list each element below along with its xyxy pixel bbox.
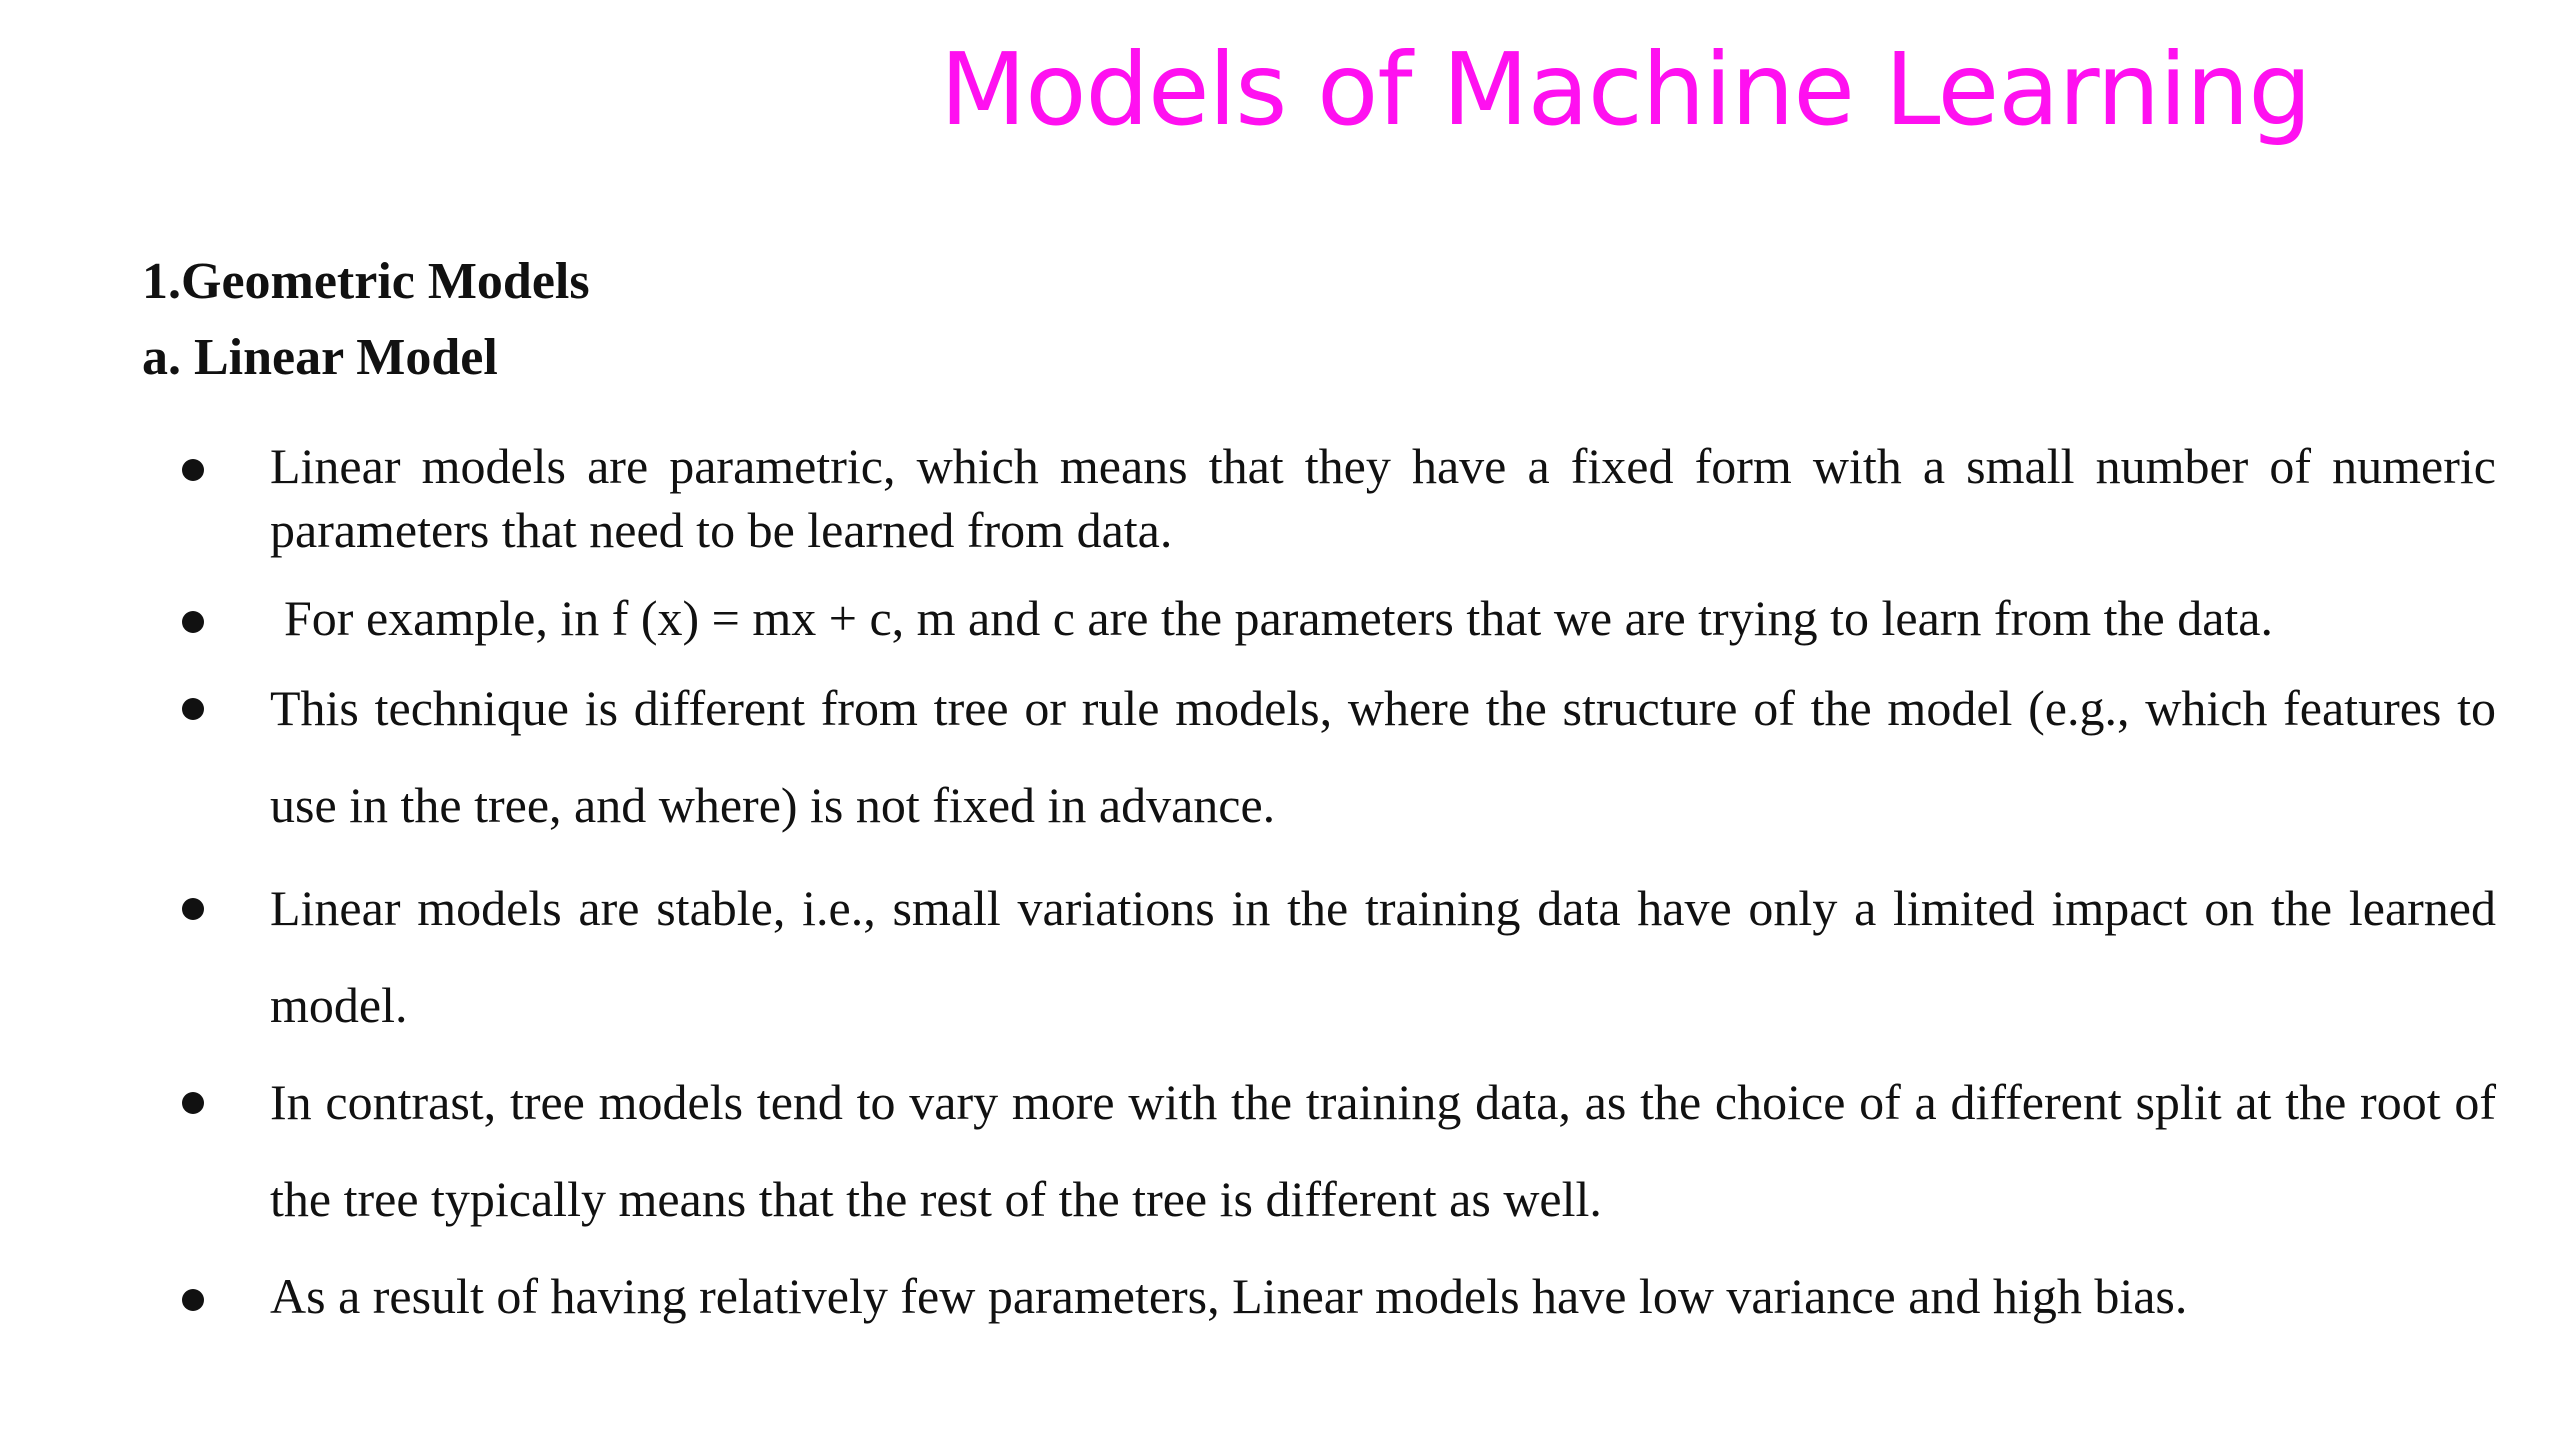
subsection-heading: a. Linear Model: [142, 329, 498, 386]
bullet-dot-icon: [182, 611, 204, 633]
bullet-dot-icon: [182, 459, 204, 481]
bullet-dot-icon: [182, 698, 204, 720]
bullet-text: For example, in f (x) = mx + c, m and c are the parameters that we are trying to learn from the data.: [284, 590, 2273, 646]
bullet-text: In contrast, tree models tend to vary more with the training data, as the choice of a different split at the root of the tree typically means that the rest of the tree is different as well.: [270, 1074, 2496, 1227]
bullet-text: Linear models are parametric, which means that they have a fixed form with a small number of numeric parameters that need to be learned from data.: [270, 438, 2496, 558]
bullet-text: This technique is different from tree or rule models, where the structure of the model (e.g., which features to use in the tree, and where) is not fixed in advance.: [270, 680, 2496, 833]
bullet-dot-icon: [182, 898, 204, 920]
bullet-dot-icon: [182, 1289, 204, 1311]
slide-title: Models of Machine Learning: [940, 31, 2311, 148]
bullet-dot-icon: [182, 1092, 204, 1114]
bullet-text: Linear models are stable, i.e., small variations in the training data have only a limited impact on the learned model.: [270, 880, 2496, 1033]
bullet-text: As a result of having relatively few parameters, Linear models have low variance and high bias.: [270, 1268, 2188, 1324]
section-heading: 1.Geometric Models: [142, 253, 590, 310]
